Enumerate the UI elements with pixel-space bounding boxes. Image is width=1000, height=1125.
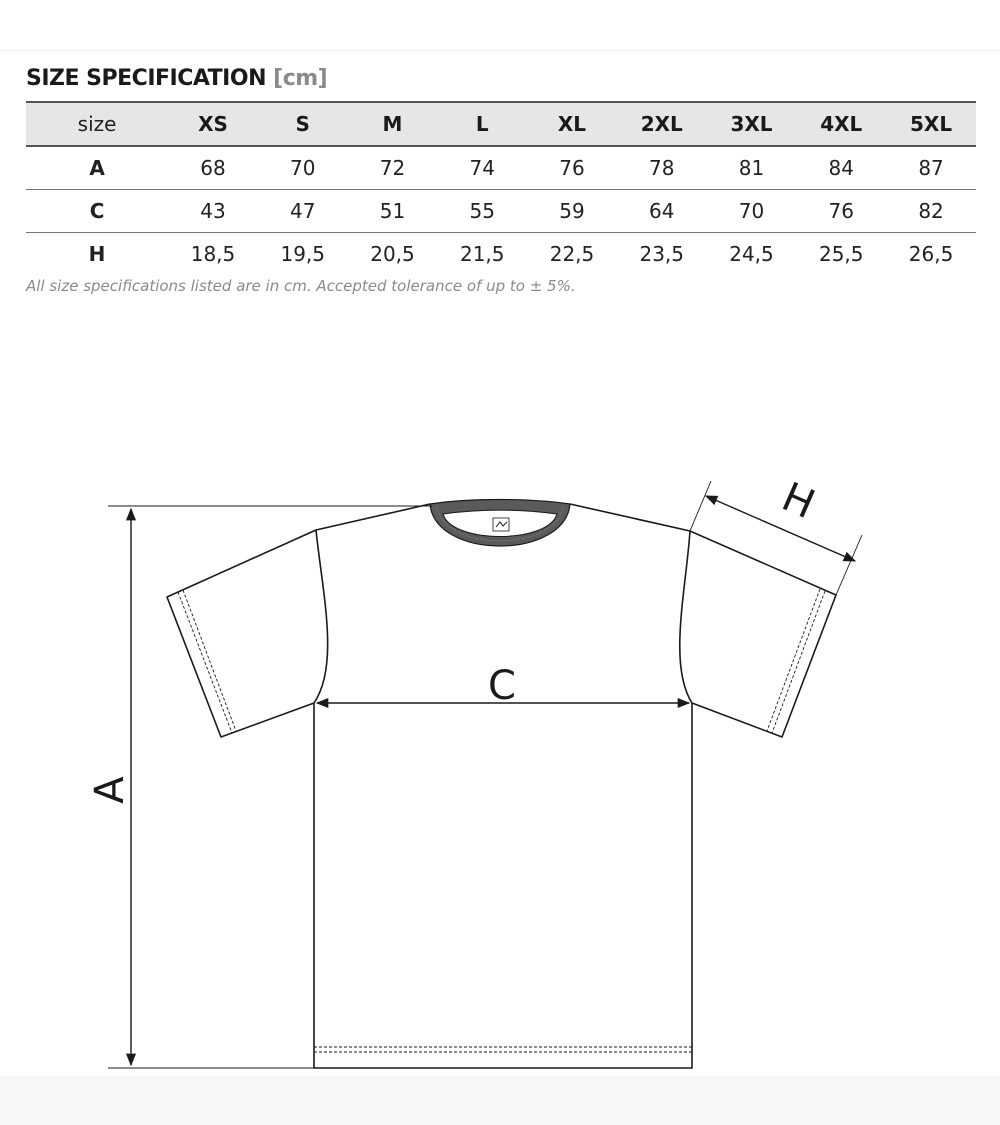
bottom-band bbox=[0, 1076, 1000, 1125]
table-cell: 64 bbox=[649, 199, 675, 223]
header-size-3xl: 3XL bbox=[730, 112, 773, 136]
table-cell: 76 bbox=[828, 199, 854, 223]
brand-label-icon bbox=[493, 518, 509, 531]
dimension-c-label: C bbox=[488, 663, 516, 709]
title-unit: [cm] bbox=[273, 66, 328, 91]
header-size-xl: XL bbox=[557, 112, 587, 136]
table-cell: 59 bbox=[559, 199, 585, 223]
table-cell: 76 bbox=[559, 156, 585, 180]
dimension-a bbox=[87, 506, 432, 1068]
tolerance-note: All size specifications listed are in cm. Accepted tolerance of up to ± 5%. bbox=[26, 277, 576, 295]
table-cell: 81 bbox=[738, 156, 765, 180]
table-cell: 78 bbox=[649, 156, 675, 180]
row-label: A bbox=[89, 156, 105, 180]
tshirt-shoulder-right bbox=[570, 504, 692, 703]
dimension-c bbox=[317, 663, 689, 709]
tshirt-sleeve-right bbox=[690, 531, 836, 737]
tshirt-sleeve-left bbox=[167, 530, 316, 737]
header-size-s: S bbox=[295, 112, 310, 136]
header-size-l: L bbox=[475, 112, 489, 136]
dimension-h-ext-left bbox=[690, 481, 711, 531]
table-cell: 24,5 bbox=[729, 242, 774, 266]
table-cell: 68 bbox=[200, 156, 226, 180]
sleeve-hem-stitch-left bbox=[178, 592, 232, 733]
header-size-2xl: 2XL bbox=[640, 112, 683, 136]
table-cell: 82 bbox=[918, 199, 944, 223]
dimension-h bbox=[690, 474, 862, 595]
dimension-h-label: H bbox=[775, 473, 822, 529]
header-size-m: M bbox=[382, 112, 403, 136]
table-cell: 55 bbox=[469, 199, 495, 223]
sleeve-hem-stitch-right bbox=[772, 591, 825, 733]
tshirt-body bbox=[314, 703, 692, 1068]
tshirt-shoulder-left bbox=[314, 504, 430, 703]
dimension-h-ext-right bbox=[836, 535, 862, 595]
table-cell: 72 bbox=[379, 156, 406, 180]
tshirt-collar bbox=[430, 500, 570, 547]
header-size-xs: XS bbox=[198, 112, 228, 136]
table-cell: 87 bbox=[918, 156, 944, 180]
table-cell: 43 bbox=[200, 199, 226, 223]
table-cell: 84 bbox=[828, 156, 854, 180]
table-cell: 47 bbox=[290, 199, 316, 223]
row-label: C bbox=[89, 199, 105, 223]
table-cell: 26,5 bbox=[908, 242, 954, 266]
title-text: SIZE SPECIFICATION bbox=[26, 66, 266, 91]
tshirt-outline bbox=[167, 504, 836, 1068]
table-cell: 25,5 bbox=[818, 242, 864, 266]
table-cell: 18,5 bbox=[190, 242, 236, 266]
table-cell: 70 bbox=[290, 156, 316, 180]
table-cell: 19,5 bbox=[280, 242, 325, 266]
table-cell: 22,5 bbox=[549, 242, 595, 266]
header-size-label: size bbox=[77, 112, 117, 136]
table-cell: 51 bbox=[379, 199, 406, 223]
table-cell: 23,5 bbox=[639, 242, 684, 266]
table-cell: 70 bbox=[738, 199, 765, 223]
row-label: H bbox=[88, 242, 106, 266]
table-cell: 21,5 bbox=[459, 242, 505, 266]
header-size-5xl: 5XL bbox=[910, 112, 953, 136]
dimension-a-label: A bbox=[87, 776, 133, 804]
table-cell: 74 bbox=[469, 156, 495, 180]
table-cell: 20,5 bbox=[370, 242, 415, 266]
header-size-4xl: 4XL bbox=[820, 112, 863, 136]
